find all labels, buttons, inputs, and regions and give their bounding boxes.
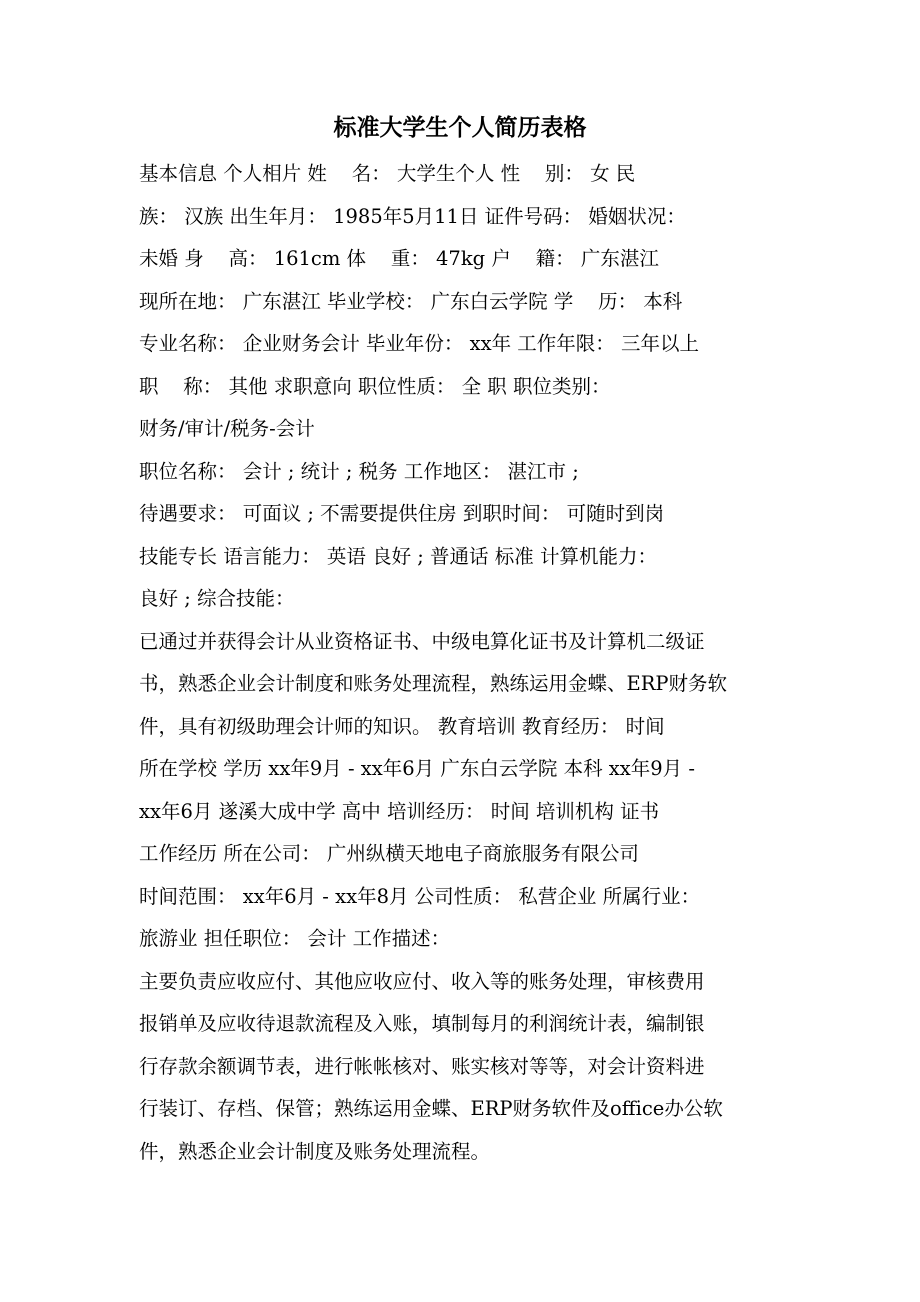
text-line-20: 主要负责应收应付、其他应收应付、收入等的账务处理，审核费用: [139, 969, 705, 993]
text-line-24: 件，熟悉企业会计制度及账务处理流程。: [139, 1139, 491, 1163]
text-line-2: 族： 汉族 出生年月： 1985年5月11日 证件号码： 婚姻状况：: [139, 204, 686, 228]
text-line-19: 旅游业 担任职位： 会计 工作描述：: [139, 927, 451, 950]
text-line-18: 时间范围： xx年6月 - xx年8月 公司性质： 私营企业 所属行业：: [139, 884, 701, 908]
text-line-14: 件，具有初级助理会计师的知识。 教育培训 教育经历： 时间: [139, 714, 665, 738]
document-body: [139, 153, 799, 1173]
text-line-23: 行装订、存档、保管；熟练运用金蝶、ERP财务软件及office办公软: [139, 1097, 723, 1120]
text-line-10: 技能专长 语言能力： 英语 良好 ; 普通话 标准 计算机能力：: [139, 544, 657, 568]
text-line-7: 财务/审计/税务-会计: [139, 417, 315, 440]
text-line-6: 职 称： 其他 求职意向 职位性质： 全 职 职位类别：: [139, 374, 611, 398]
text-line-15: 所在学校 学历 xx年9月 - xx年6月 广东白云学院 本科 xx年9月 -: [139, 757, 695, 780]
text-line-21: 报销单及应收待退款流程及入账，填制每月的利润统计表，编制银: [139, 1012, 705, 1035]
text-line-9: 待遇要求： 可面议 ; 不需要提供住房 到职时间： 可随时到岗: [139, 502, 665, 525]
text-line-1: 基本信息 个人相片 姓 名： 大学生个人 性 别： 女 民: [139, 162, 636, 185]
text-line-5: 专业名称： 企业财务会计 毕业年份： xx年 工作年限： 三年以上: [139, 332, 699, 355]
document-title: 标准大学生个人简历表格: [333, 115, 587, 141]
text-line-8: 职位名称： 会计 ; 统计 ; 税务 工作地区： 湛江市 ;: [139, 459, 579, 483]
text-line-12: 已通过并获得会计从业资格证书、中级电算化证书及计算机二级证: [139, 629, 705, 653]
text-line-16: xx年6月 遂溪大成中学 高中 培训经历： 时间 培训机构 证书: [139, 799, 660, 823]
text-line-13: 书，熟悉企业会计制度和账务处理流程，熟练运用金蝶、ERP财务软: [139, 672, 728, 695]
text-line-11: 良好 ; 综合技能：: [139, 587, 295, 610]
text-line-17: 工作经历 所在公司： 广州纵横天地电子商旅服务有限公司: [139, 842, 639, 865]
text-line-4: 现所在地： 广东湛江 毕业学校： 广东白云学院 学 历： 本科: [139, 289, 683, 313]
text-line-22: 行存款余额调节表，进行帐帐核对、账实核对等等，对会计资料进: [139, 1054, 705, 1078]
text-line-3: 未婚 身 高： 161cm 体 重： 47kg 户 籍： 广东湛江: [139, 247, 659, 270]
